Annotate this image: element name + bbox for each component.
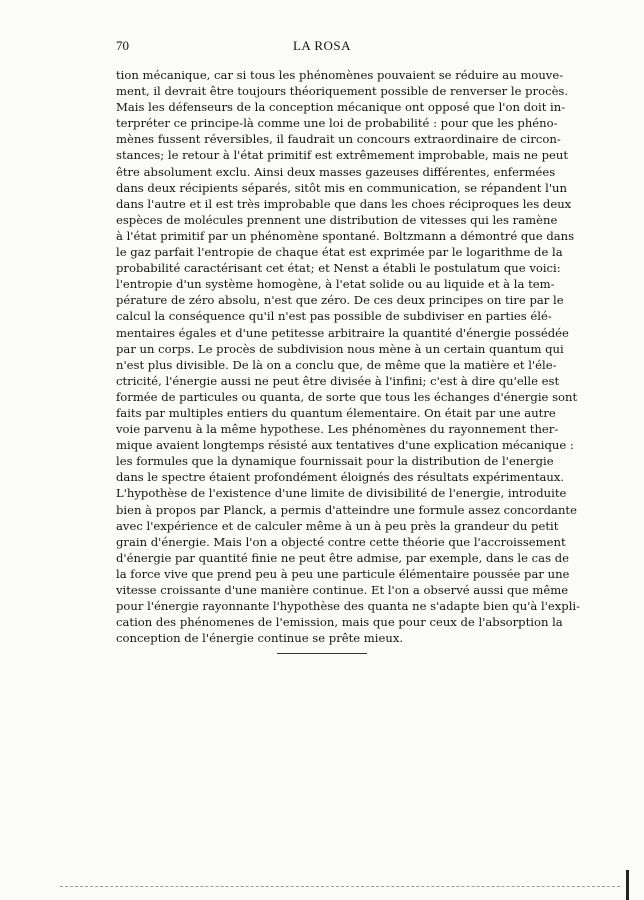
text-line: à l'état primitif par un phénomène spontané. Boltzmann a démontré que dans <box>116 228 575 243</box>
text-line: voie parvenu à la même hypothese. Les phénomènes du rayonnement ther- <box>116 422 559 437</box>
text-line: n'est plus divisible. De là on a conclu que, de même que la matière et l'éle- <box>116 357 557 372</box>
text-line: les formules que la dynamique fournissait pour la distribution de l'energie <box>116 454 554 469</box>
text-line: être absolument exclu. Ainsi deux masses gazeuses différentes, enfermées <box>116 164 556 179</box>
scan-edge-line <box>60 886 620 887</box>
text-line: espèces de molécules prennent une distribution de vitesses qui les ramène <box>116 212 558 227</box>
text-line: dans le spectre étaient profondément éloignés des résultats expérimentaux. <box>116 470 565 485</box>
text-line: pérature de zéro absolu, n'est que zéro. De ces deux principes on tire par le <box>116 293 564 308</box>
text-line: dans l'autre et il est très improbable que dans les choes réciproques les deux <box>116 196 572 211</box>
text-line: avec l'expérience et de calculer même à un à peu près la grandeur du petit <box>116 518 559 533</box>
text-line: tion mécanique, car si tous les phénomènes pouvaient se réduire au mouve- <box>116 68 564 82</box>
text-line: stances; le retour à l'état primitif est extrêmement improbable, mais ne peut <box>116 148 569 163</box>
section-separator <box>277 653 367 654</box>
text-line: pour l'énergie rayonnante l'hypothèse des quanta ne s'adapte bien qu'à l'expli- <box>116 599 581 614</box>
text-line: bien à propos par Planck, a permis d'atteindre une formule assez concordante <box>116 502 577 517</box>
text-line: l'entropie d'un système homogène, à l'etat solide ou au liquide et à la tem- <box>116 277 555 292</box>
text-line: faits par multiples entiers du quantum élementaire. On était par une autre <box>116 405 556 420</box>
text-line: cation des phénomenes de l'emission, mais que pour ceux de l'absorption la <box>116 615 563 630</box>
text-line: conception de l'énergie continue se prête mieux. <box>116 631 404 646</box>
text-line: grain d'énergie. Mais l'on a objecté contre cette théorie que l'accroissement <box>116 534 566 549</box>
text-line: le gaz parfait l'entropie de chaque état est exprimée par le logarithme de la <box>116 245 563 260</box>
text-line: mique avaient longtemps résisté aux tentatives d'une explication mécanique : <box>116 438 574 453</box>
text-line: vitesse croissante d'une manière continue. Et l'on a observé aussi que même <box>116 583 569 597</box>
text-line: ment, il devrait être toujours théoriquement possible de renverser le procès. <box>116 84 569 99</box>
text-line: formée de particules ou quanta, de sorte que tous les échanges d'énergie sont <box>116 389 578 404</box>
text-line: Mais les défenseurs de la conception mécanique ont opposé que l'on doit in- <box>116 100 566 115</box>
text-line: ctricité, l'énergie aussi ne peut être divisée à l'infini; c'est à dire qu'elle est <box>116 373 560 388</box>
text-line: d'énergie par quantité finie ne peut être admise, par exemple, dans le cas de <box>116 550 569 565</box>
text-line: L'hypothèse de l'existence d'une limite de divisibilité de l'energie, introduite <box>116 486 567 501</box>
body-text <box>116 67 581 646</box>
scan-edge-mark <box>626 870 629 900</box>
text-line: dans deux récipients séparés, sitôt mis en communication, se répandent l'un <box>116 180 567 195</box>
running-title: LA ROSA <box>292 38 352 53</box>
text-line: la force vive que prend peu à peu une particule élémentaire poussée par une <box>116 566 570 581</box>
page-number: 70 <box>116 38 129 53</box>
text-line: mènes fussent réversibles, il faudrait un concours extraordinaire de circon- <box>116 132 561 147</box>
text-line: calcul la conséquence qu'il n'est pas possible de subdiviser en parties élé- <box>116 309 552 324</box>
text-line: par un corps. Le procès de subdivision nous mène à un certain quantum qui <box>116 341 564 356</box>
text-line: terpréter ce principe-là comme une loi de probabilité : pour que les phéno- <box>116 116 558 131</box>
text-line: mentaires égales et d'une petitesse arbitraire la quantité d'énergie possédée <box>116 325 569 340</box>
text-line: probabilité caractérisant cet état; et Nenst a établi le postulatum que voici: <box>116 261 561 276</box>
